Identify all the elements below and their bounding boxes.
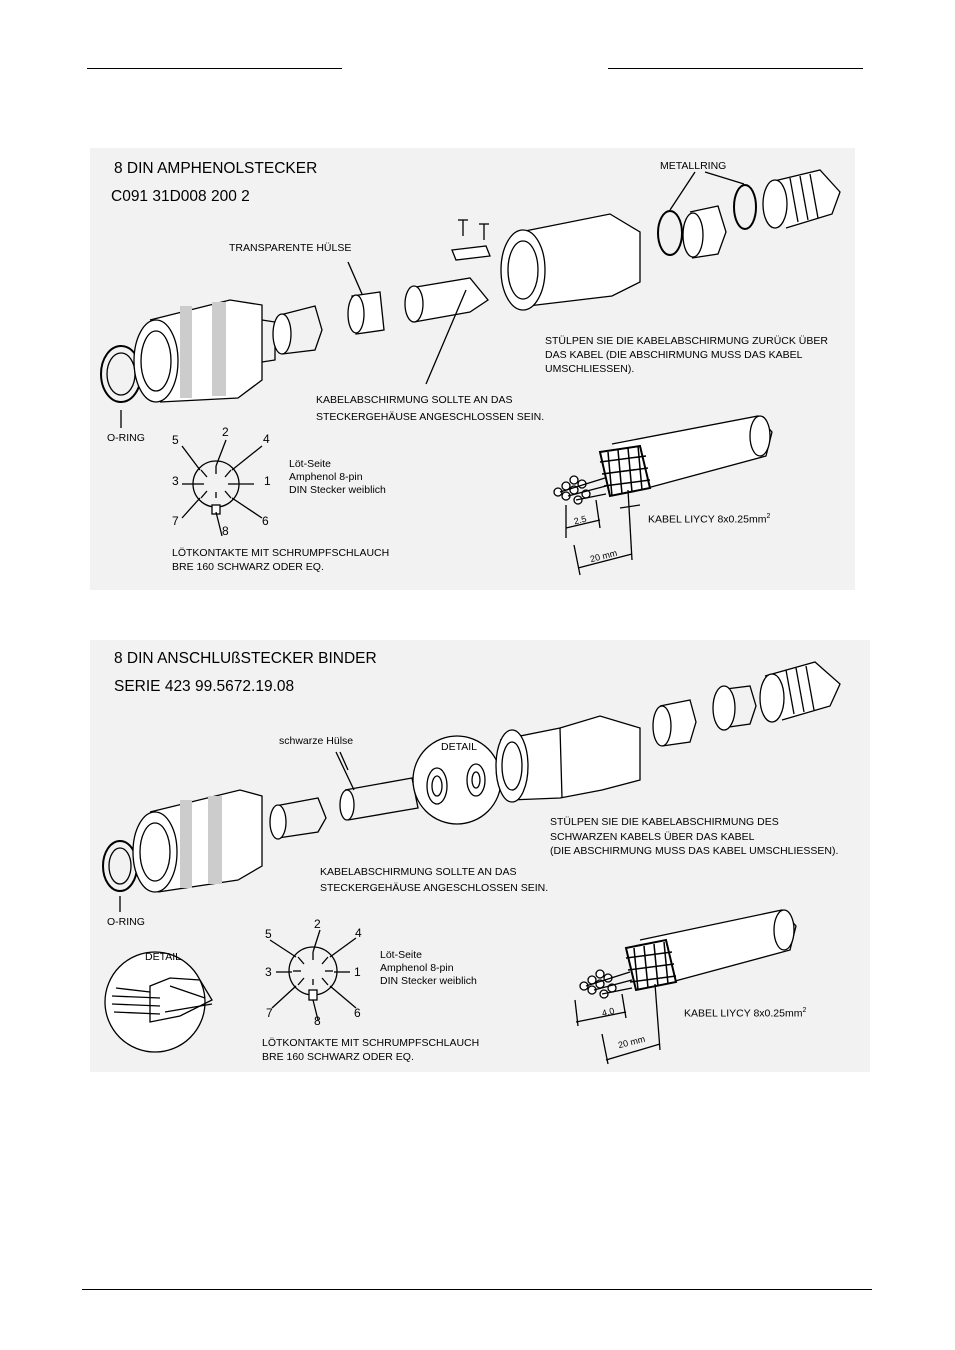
section1-title: 8 DIN AMPHENOLSTECKER — [114, 160, 318, 177]
pin2-3: 3 — [265, 965, 272, 979]
label-stuelpen-3: UMSCHLIESSEN). — [545, 363, 635, 375]
label-abschirmung-1: KABELABSCHIRMUNG SOLLTE AN DAS — [316, 394, 513, 406]
label-loetkontakte2-1: LÖTKONTAKTE MIT SCHRUMPFSCHLAUCH — [262, 1037, 480, 1049]
label-stuelpen-1: STÜLPEN SIE DIE KABELABSCHIRMUNG ZURÜCK ÜBER — [545, 335, 828, 347]
section1-part-number: C091 31D008 200 2 — [111, 188, 250, 205]
label-amphenol-8pin2: Amphenol 8-pin — [380, 962, 454, 974]
label-din-stecker: DIN Stecker weiblich — [289, 484, 386, 496]
label-amphenol-8pin: Amphenol 8-pin — [289, 471, 363, 483]
label-abschirmung2-1: KABELABSCHIRMUNG SOLLTE AN DAS — [320, 866, 517, 878]
kabel-text: KABEL LIYCY 8x0.25mm — [648, 513, 767, 526]
label-loet-seite2: Löt-Seite — [380, 949, 423, 961]
pin2-5: 5 — [265, 927, 272, 941]
pin-4: 4 — [263, 432, 270, 446]
pin2-4: 4 — [355, 926, 362, 940]
kabel2-text: KABEL LIYCY 8x0.25mm — [684, 1007, 803, 1020]
label-abschirmung2-2: STECKERGEHÄUSE ANGESCHLOSSEN SEIN. — [320, 882, 549, 894]
kabel2-sup: 2 — [802, 1007, 807, 1014]
section2-part-number: SERIE 423 99.5672.19.08 — [114, 678, 295, 695]
label-abschirmung-2: STECKERGEHÄUSE ANGESCHLOSSEN SEIN. — [316, 411, 545, 423]
pin-7: 7 — [172, 514, 179, 528]
dim-large2: 20 mm — [617, 1033, 647, 1051]
section2-title: 8 DIN ANSCHLUßSTECKER BINDER — [114, 650, 377, 667]
pin2-6: 6 — [354, 1006, 361, 1020]
pin-1: 1 — [264, 474, 271, 488]
pin-5: 5 — [172, 433, 179, 447]
label-oring2: O-RING — [107, 916, 145, 928]
label-detail: DETAIL — [441, 741, 477, 753]
pin-8: 8 — [222, 524, 229, 538]
label-loetkontakte-1: LÖTKONTAKTE MIT SCHRUMPFSCHLAUCH — [172, 547, 390, 559]
pin-2: 2 — [222, 425, 229, 439]
label-schwarze-huelse: schwarze Hülse — [279, 735, 354, 747]
pin2-8: 8 — [314, 1014, 321, 1028]
label-stuelpen-2: DAS KABEL (DIE ABSCHIRMUNG MUSS DAS KABEL — [545, 349, 803, 361]
label-din-stecker2: DIN Stecker weiblich — [380, 975, 477, 987]
pin2-7: 7 — [266, 1006, 273, 1020]
dim-small2: 4.0 — [600, 1005, 616, 1019]
kabel-sup: 2 — [766, 513, 771, 520]
label-loetkontakte2-2: BRE 160 SCHWARZ ODER EQ. — [262, 1051, 414, 1063]
label-kabel2 — [684, 1004, 806, 1021]
pin-3: 3 — [172, 474, 179, 488]
dim-small: 2.5 — [572, 513, 588, 527]
label-detail2: DETAIL — [145, 951, 181, 963]
label-metallring: METALLRING — [660, 160, 727, 172]
pin-6: 6 — [262, 514, 269, 528]
label-oring: O-RING — [107, 432, 145, 444]
label-transparente-huelse: TRANSPARENTE HÜLSE — [229, 242, 352, 254]
label-loetkontakte-2: BRE 160 SCHWARZ ODER EQ. — [172, 561, 324, 573]
label-stuelpen2-2: SCHWARZEN KABELS ÜBER DAS KABEL — [550, 831, 755, 843]
label-stuelpen2-3: (DIE ABSCHIRMUNG MUSS DAS KABEL UMSCHLIESSEN). — [550, 845, 839, 857]
label-loet-seite: Löt-Seite — [289, 458, 332, 470]
pin2-2: 2 — [314, 917, 321, 931]
label-stuelpen2-1: STÜLPEN SIE DIE KABELABSCHIRMUNG DES — [550, 816, 779, 828]
pin2-1: 1 — [354, 965, 361, 979]
dim-large: 20 mm — [589, 547, 619, 565]
